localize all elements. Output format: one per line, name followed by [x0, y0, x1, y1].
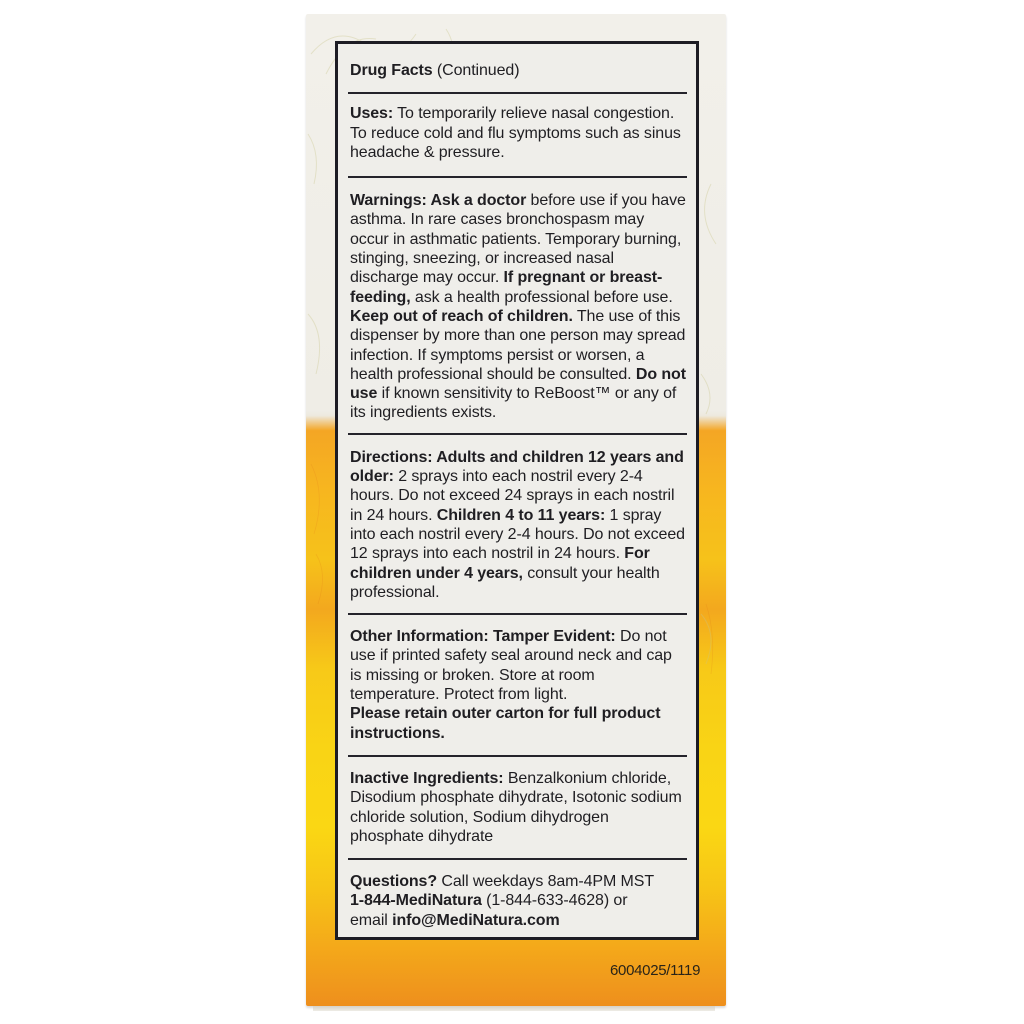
drug-facts-panel — [335, 41, 699, 940]
uses-section — [338, 94, 696, 176]
directions-section — [338, 435, 696, 613]
directions-label: Directions: Adults and children 12 years and older: — [350, 448, 684, 486]
drug-facts-title: Drug Facts — [350, 62, 433, 79]
continued-label: (Continued) — [432, 62, 520, 79]
warnings-text-2: ask a health professional before use. — [410, 288, 673, 306]
phone-vanity-number: 1-844-MediNatura — [350, 892, 482, 910]
questions-label: Questions? — [350, 873, 438, 891]
email-address: info@MediNatura.com — [392, 911, 560, 929]
directions-children-bold: Children 4 to 11 years: — [436, 506, 606, 524]
lot-code: 6004025/1119 — [610, 962, 701, 979]
directions-text-3: consult your health professional. — [350, 564, 660, 601]
warnings-label: Warnings: Ask a doctor — [350, 192, 527, 210]
questions-section — [338, 860, 696, 930]
other-information-label: Other Information: Tamper Evident: — [350, 628, 616, 646]
carton-bottom-edge — [313, 1006, 715, 1011]
drug-facts-heading — [338, 44, 696, 92]
questions-hours: Call weekdays 8am-4PM MST — [437, 873, 655, 891]
other-information-text: Do not use if printed safety seal around neck and cap is missing or broken. Store at room temperature. Protect from light. — [350, 628, 672, 704]
warnings-keep-out-bold: Keep out of reach of children. — [350, 307, 573, 325]
warnings-pregnant-bold: If pregnant or breast-feeding, — [350, 269, 663, 306]
other-information-section — [338, 615, 696, 755]
retain-carton-notice: Please retain outer carton for full product instructions. — [350, 705, 661, 742]
email-prefix: email — [350, 911, 393, 929]
directions-under-4-bold: For children under 4 years, — [350, 545, 650, 582]
warnings-do-not-use-bold: Do not use — [350, 365, 686, 403]
directions-text-1: 2 sprays into each nostril every 2-4 hours. Do not exceed 24 sprays in each nostril in 24 hours. — [350, 468, 675, 524]
phone-numeric-number: (1-844-633-4628) or — [481, 892, 628, 910]
inactive-ingredients-text: Benzalkonium chloride, Disodium phosphate dihydrate, Isotonic sodium chloride solution, Sodium dihydrogen phosphate dihydrate — [350, 769, 682, 845]
uses-label: Uses: — [350, 105, 394, 123]
inactive-ingredients-label: Inactive Ingredients: — [350, 769, 504, 787]
warnings-text-1: before use if you have asthma. In rare cases bronchospasm may occur in asthmatic patients. Temporary burning, stinging, sneezing, or increased nasal discharge may occur. — [350, 192, 686, 287]
inactive-ingredients-section — [338, 757, 696, 858]
directions-text-2: 1 spray into each nostril every 2-4 hours. Do not exceed 12 sprays into each nostril in 24 hours. — [350, 506, 685, 563]
warnings-text-3: The use of this dispenser by more than one person may spread infection. If symptoms persist or worsen, a health professional should be consulted. — [350, 307, 686, 383]
warnings-section — [338, 178, 696, 433]
warnings-text-4: if known sensitivity to ReBoost™ or any of its ingredients exists. — [350, 385, 677, 422]
uses-text: To temporarily relieve nasal congestion. To reduce cold and flu symptoms such as sinus headache & pressure. — [350, 105, 681, 161]
